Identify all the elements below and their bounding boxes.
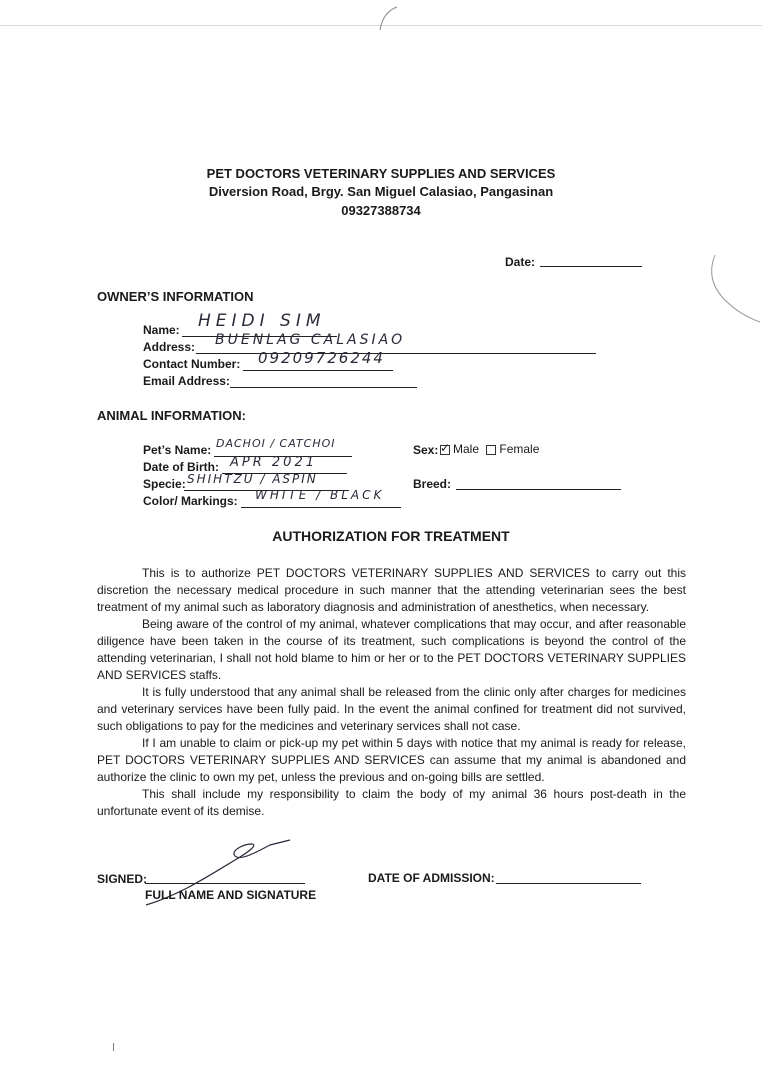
owner-heading: OWNER’S INFORMATION (97, 289, 254, 304)
owner-contact-field[interactable] (243, 370, 393, 371)
owner-name-value: HEIDI SIM (198, 311, 326, 331)
color-value: WHITE / BLACK (255, 488, 385, 502)
female-checkbox[interactable] (486, 445, 496, 455)
sex-label: Sex: (413, 443, 439, 457)
scan-mark-top (375, 2, 405, 32)
pet-name-value: DACHOI / CATCHOI (216, 437, 336, 450)
authorization-paragraph-2: Being aware of the control of my animal, whatever complications that may occur, and after reasonable diligence have been taken in the course of its treatment, such complications is beyond the control of the attending veterinarian, I shall not hold blame to him or her or to the PET DOCTORS VETERINARY SUPPLIES AND SERVICES staffs. (97, 617, 686, 682)
scan-mark-right (700, 250, 762, 330)
specie-value: SHIHTZU / ASPIN (187, 472, 318, 486)
owner-address-field[interactable] (196, 353, 596, 354)
business-address: Diversion Road, Brgy. San Miguel Calasiao, Pangasinan (208, 184, 554, 199)
animal-heading: ANIMAL INFORMATION: (97, 408, 246, 423)
check-mark-icon: ✓ (440, 440, 451, 455)
breed-label: Breed: (413, 477, 452, 491)
business-phone: 09327388734 (341, 203, 421, 218)
signature-caption: FULL NAME AND SIGNATURE (145, 888, 317, 902)
owner-address-label: Address: (143, 340, 196, 354)
female-option-label: Female (499, 442, 540, 456)
signed-label: SIGNED: (97, 872, 148, 886)
specie-label: Specie: (143, 477, 186, 491)
authorization-paragraph-4: If I am unable to claim or pick-up my pet within 5 days with notice that my animal is ready for release, PET DOCTORS VETERINARY SUPPLIES AND SERVICES can assume that my animal is abandoned and authorize the clinic to own my pet, unless the previous and on-going bills are settled. (97, 736, 686, 784)
sex-options (440, 442, 539, 456)
date-field[interactable] (540, 266, 642, 267)
owner-email-label: Email Address: (143, 374, 230, 388)
male-checkbox[interactable] (440, 440, 451, 455)
male-option-label: Male (453, 442, 480, 456)
owner-contact-value: 09209726244 (258, 349, 385, 367)
business-name: PET DOCTORS VETERINARY SUPPLIES AND SERVICES (206, 166, 556, 181)
date-label: Date: (505, 255, 536, 269)
authorization-paragraph-1: This is to authorize PET DOCTORS VETERINARY SUPPLIES AND SERVICES to carry out this discretion the necessary medical procedure in such manner that the attending veterinarian sees the best treatment of my animal such as laboratory diagnosis and administration of anesthetics, when necessary. (97, 566, 686, 614)
owner-contact-label: Contact Number: (143, 357, 241, 371)
pet-name-label: Pet’s Name: (143, 443, 212, 457)
breed-field[interactable] (456, 489, 621, 490)
authorization-paragraph-5: This shall include my responsibility to claim the body of my animal 36 hours post-death in the unfortunate event of its demise. (97, 787, 686, 818)
date-of-admission-field[interactable] (496, 883, 641, 884)
dob-value: APR 2021 (230, 455, 317, 470)
color-field[interactable] (241, 507, 401, 508)
owner-address-value: BUENLAG CALASIAO (215, 332, 406, 348)
scan-mark-bottom (113, 1043, 114, 1051)
date-of-admission-label: DATE OF ADMISSION: (368, 871, 495, 885)
authorization-paragraph-3: It is fully understood that any animal shall be released from the clinic only after charges for medicines and veterinary services have been fully paid. In the event the animal confined for treatment did not survived, such obligations to pay for the medicines and veterinary services shall not case. (97, 685, 686, 733)
dob-label: Date of Birth: (143, 460, 219, 474)
owner-email-field[interactable] (230, 387, 417, 388)
authorization-title: AUTHORIZATION FOR TREATMENT (272, 528, 510, 544)
owner-name-label: Name: (143, 323, 180, 337)
color-label: Color/ Markings: (143, 494, 238, 508)
